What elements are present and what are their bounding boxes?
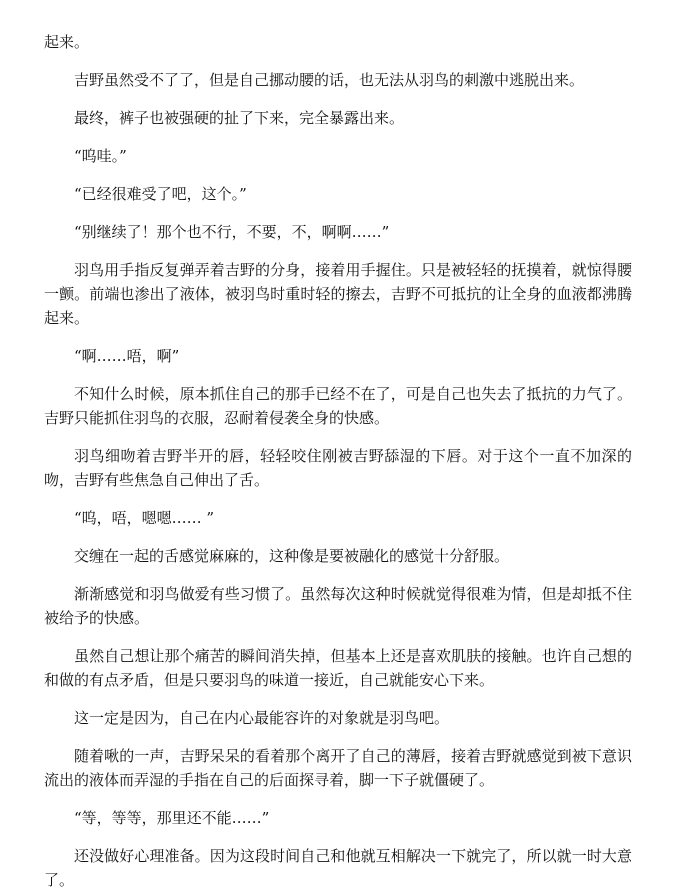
paragraph-3: 最终，裤子也被强硬的扯了下来，完全暴露出来。 — [74, 109, 405, 127]
paragraph-18: 还没做好心理准备。因为这段时间自己和他就互相解决一下就完了，所以就一时大意了。 — [44, 847, 632, 889]
paragraph-12: 交缠在一起的舌感觉麻麻的，这种像是要被融化的感觉十分舒服。 — [74, 547, 510, 565]
paragraph-6: “别继续了！那个也不行，不要，不，啊啊……” — [74, 223, 390, 241]
paragraph-16: 随着啾的一声，吉野呆呆的看着那个离开了自己的薄唇，接着吉野就感觉到被下意识流出的液体而弄湿的手指在自己的后面探寻着，脚一下子就僵硬了。 — [44, 747, 632, 789]
paragraph-1: 起来。 — [44, 33, 90, 51]
paragraph-2: 吉野虽然受不了了，但是自己挪动腰的话，也无法从羽鸟的刺激中逃脱出来。 — [74, 71, 585, 89]
paragraph-8: “啊……唔，啊” — [74, 347, 180, 365]
paragraph-10: 羽鸟细吻着吉野半开的唇，轻轻咬住刚被吉野舔湿的下唇。对于这个一直不加深的吻，吉野有些焦急自己伸出了舌。 — [44, 447, 632, 489]
paragraph-4: “呜哇。” — [74, 147, 127, 165]
paragraph-15: 这一定是因为，自己在内心最能容许的对象就是羽鸟吧。 — [74, 709, 450, 727]
paragraph-11: “呜，唔，嗯嗯…… ” — [74, 509, 215, 527]
paragraph-9: 不知什么时候，原本抓住自己的那手已经不在了，可是自己也失去了抵抗的力气了。吉野只能抓住羽鸟的衣服，忍耐着侵袭全身的快感。 — [44, 385, 632, 427]
paragraph-13: 渐渐感觉和羽鸟做爱有些习惯了。虽然每次这种时候就觉得很难为情，但是却抵不住被给予的快感。 — [44, 585, 632, 627]
paragraph-14: 虽然自己想让那个痛苦的瞬间消失掉，但基本上还是喜欢肌肤的接触。也许自己想的和做的有点矛盾，但是只要羽鸟的味道一接近，自己就能安心下来。 — [44, 647, 632, 689]
paragraph-5: “已经很难受了吧，这个。” — [74, 185, 247, 203]
paragraph-7: 羽鸟用手指反复弹弄着吉野的分身，接着用手握住。只是被轻轻的抚摸着，就惊得腰一颤。前端也渗出了液体，被羽鸟时重时轻的擦去，吉野不可抵抗的让全身的血液都沸腾起来。 — [44, 261, 632, 327]
paragraph-17: “等，等等，那里还不能……” — [74, 809, 270, 827]
